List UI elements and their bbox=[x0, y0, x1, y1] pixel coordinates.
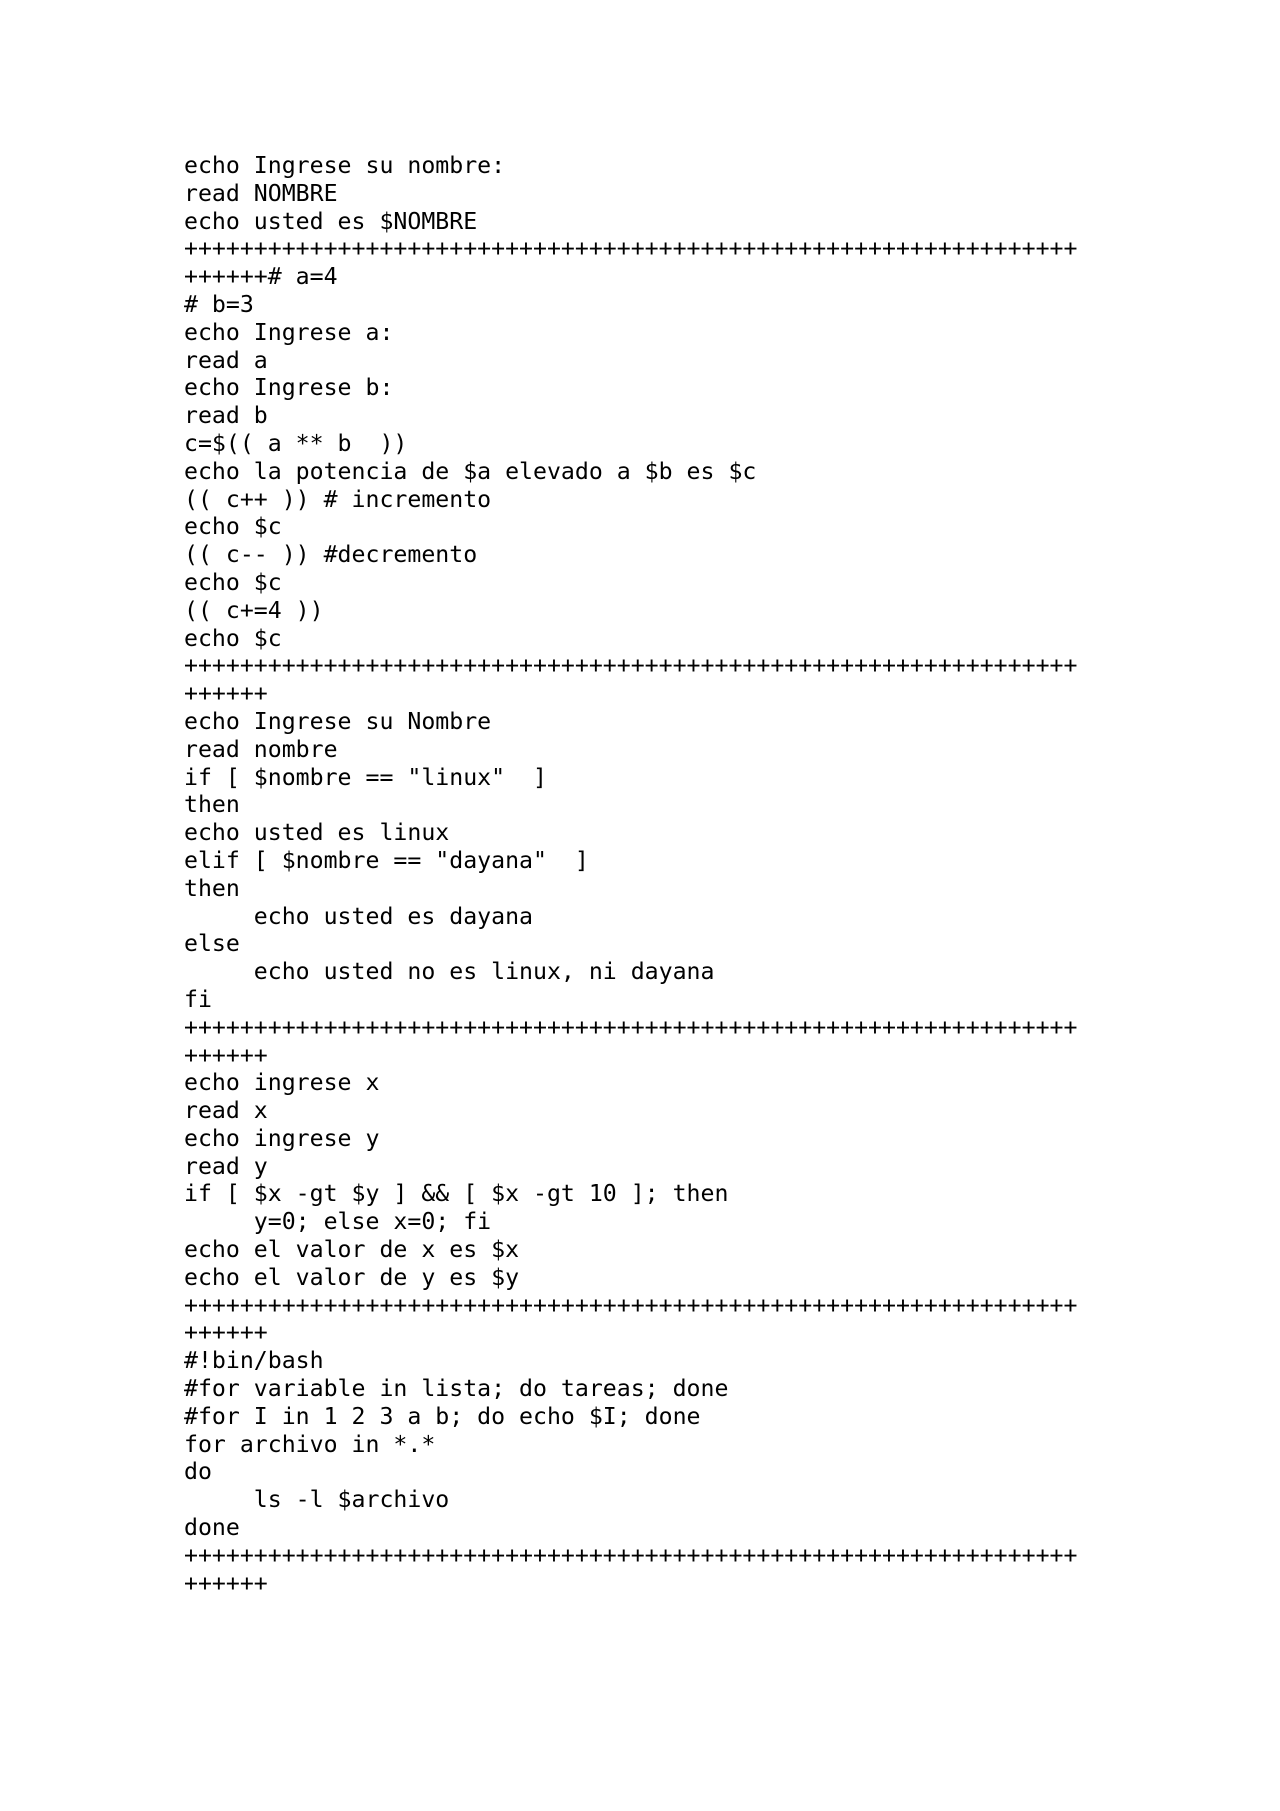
code-line: echo Ingrese su nombre: bbox=[184, 152, 506, 179]
code-line: (( c++ )) # incremento bbox=[184, 485, 492, 513]
code-line: read x bbox=[184, 1097, 268, 1125]
code-line: echo usted no es linux, ni dayana bbox=[184, 958, 715, 986]
code-line: ++++++# a=4 bbox=[184, 263, 338, 291]
code-line: echo usted es linux bbox=[184, 819, 450, 847]
code-line: #!bin/bash bbox=[184, 1347, 324, 1375]
code-line: echo ingrese y bbox=[184, 1124, 380, 1152]
code-line: y=0; else x=0; fi bbox=[184, 1208, 492, 1236]
code-line: ++++++ bbox=[184, 1041, 268, 1069]
code-line: echo $c bbox=[184, 513, 282, 541]
code-line: ++++++++++++++++++++++++++++++++++++++++++++++++++++++++++++++++ bbox=[184, 1291, 1078, 1319]
code-line: read y bbox=[184, 1152, 268, 1180]
code-line: (( c-- )) #decremento bbox=[184, 541, 478, 569]
code-line: ++++++ bbox=[184, 1319, 268, 1347]
code-line: #for I in 1 2 3 a b; do echo $I; done bbox=[184, 1402, 701, 1430]
code-line: #for variable in lista; do tareas; done bbox=[184, 1375, 729, 1403]
code-line: ++++++++++++++++++++++++++++++++++++++++++++++++++++++++++++++++ bbox=[184, 1013, 1078, 1041]
code-line: # b=3 bbox=[184, 290, 254, 318]
code-line: echo usted es $NOMBRE bbox=[184, 207, 478, 235]
code-line: echo el valor de x es $x bbox=[184, 1236, 520, 1264]
code-line: echo Ingrese a: bbox=[184, 318, 394, 346]
code-line: if [ $x -gt $y ] && [ $x -gt 10 ]; then bbox=[184, 1180, 729, 1208]
code-line: echo Ingrese b: bbox=[184, 374, 394, 402]
code-line: echo $c bbox=[184, 568, 282, 596]
code-line: then bbox=[184, 874, 240, 902]
code-line: ++++++++++++++++++++++++++++++++++++++++++++++++++++++++++++++++ bbox=[184, 235, 1078, 263]
code-line: if [ $nombre == "linux" ] bbox=[184, 763, 547, 791]
code-line: done bbox=[184, 1514, 240, 1542]
code-line: ++++++++++++++++++++++++++++++++++++++++++++++++++++++++++++++++ bbox=[184, 1541, 1078, 1569]
code-line: echo $c bbox=[184, 624, 282, 652]
code-line: ++++++ bbox=[184, 680, 268, 708]
code-line: echo el valor de y es $y bbox=[184, 1263, 520, 1291]
code-line: read nombre bbox=[184, 735, 338, 763]
code-line: echo usted es dayana bbox=[184, 902, 534, 930]
code-line: read b bbox=[184, 402, 268, 430]
code-listing bbox=[184, 152, 1077, 1597]
code-line: ls -l $archivo bbox=[184, 1486, 450, 1514]
code-line: do bbox=[184, 1458, 212, 1486]
code-line: ++++++++++++++++++++++++++++++++++++++++++++++++++++++++++++++++ bbox=[184, 652, 1078, 680]
code-line: read NOMBRE bbox=[184, 179, 338, 207]
code-line: c=$(( a ** b )) bbox=[184, 429, 408, 457]
code-line: for archivo in *.* bbox=[184, 1430, 436, 1458]
code-line: else bbox=[184, 930, 240, 958]
code-line: read a bbox=[184, 346, 268, 374]
code-line: echo Ingrese su Nombre bbox=[184, 707, 492, 735]
code-line: then bbox=[184, 791, 240, 819]
code-line: elif [ $nombre == "dayana" ] bbox=[184, 846, 589, 874]
code-line: echo la potencia de $a elevado a $b es $c bbox=[184, 457, 757, 485]
code-line: (( c+=4 )) bbox=[184, 596, 324, 624]
code-line: fi bbox=[184, 985, 212, 1013]
code-line: echo ingrese x bbox=[184, 1069, 380, 1097]
code-line: ++++++ bbox=[184, 1569, 268, 1597]
